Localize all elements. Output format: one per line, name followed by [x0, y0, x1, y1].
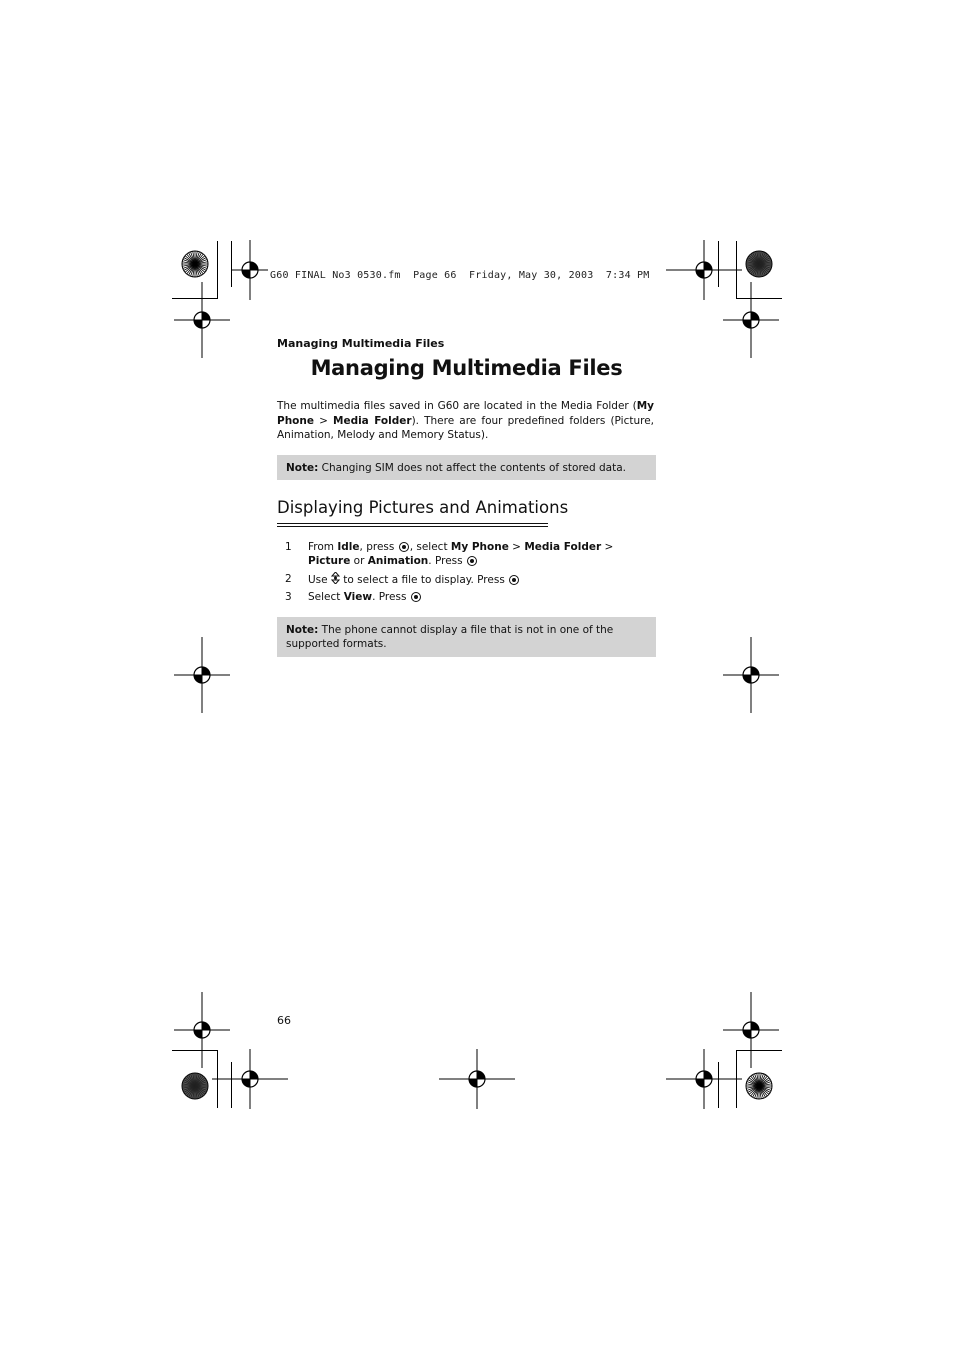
starburst-target-icon	[745, 1072, 773, 1100]
center-select-key-icon	[399, 542, 409, 552]
note-text: Changing SIM does not affect the contents of stored data.	[318, 462, 626, 474]
step-bold: Idle	[337, 541, 360, 553]
intro-paragraph	[277, 399, 654, 443]
step-text: . Press	[372, 591, 410, 603]
intro-text: The multimedia files saved in G60 are located in the Media Folder (	[277, 400, 637, 412]
step-text: , select	[409, 541, 451, 553]
crosshair-registration-icon	[723, 282, 779, 358]
crosshair-registration-icon	[174, 637, 230, 713]
center-select-key-icon	[509, 575, 519, 585]
step-text: . Press	[428, 555, 466, 567]
intro-text: >	[313, 414, 333, 427]
crosshair-registration-icon	[439, 1049, 515, 1109]
intro-bold-my-phone: My Phone	[277, 400, 654, 427]
step-item	[277, 572, 655, 587]
step-bold: My Phone	[450, 541, 509, 553]
note-label: Note:	[286, 624, 319, 636]
step-text: >	[601, 541, 614, 553]
page-number: 66	[277, 1014, 291, 1027]
note-box-sim	[277, 455, 656, 480]
step-bold: Animation	[367, 555, 429, 567]
step-text: Select	[308, 591, 344, 603]
step-number: 2	[285, 572, 292, 585]
step-number: 3	[285, 591, 292, 603]
step-text: to select a file to display. Press	[339, 573, 509, 586]
step-item	[277, 590, 655, 604]
step-item	[277, 540, 655, 568]
crosshair-registration-icon	[723, 637, 779, 713]
running-head: Managing Multimedia Files	[277, 337, 445, 350]
intro-bold-media-folder: Media Folder	[333, 414, 412, 427]
section-heading: Displaying Pictures and Animations	[277, 498, 569, 517]
crosshair-registration-icon	[232, 240, 268, 300]
step-bold: Media Folder	[524, 541, 602, 553]
section-underline	[277, 526, 548, 527]
note-box-formats	[277, 617, 656, 657]
starburst-target-icon	[181, 1072, 209, 1100]
step-text: , press	[359, 541, 398, 553]
crop-mark-icon	[736, 1050, 782, 1051]
starburst-target-icon	[745, 250, 773, 278]
step-bold: Picture	[308, 555, 351, 567]
intro-text: ). There are four predefined folders (Picture, Animation, Melody and Memory Status).	[277, 414, 654, 441]
step-bold: View	[343, 591, 373, 603]
section-underline	[277, 523, 548, 524]
note-text: The phone cannot display a file that is not in one of the supported formats.	[286, 624, 614, 650]
page-title: Managing Multimedia Files	[310, 356, 623, 380]
step-text: or	[350, 555, 368, 567]
steps-list	[277, 540, 655, 608]
starburst-target-icon	[181, 250, 209, 278]
step-text: Use	[308, 573, 331, 586]
step-number: 1	[285, 541, 292, 553]
center-select-key-icon	[467, 556, 477, 566]
crosshair-registration-icon	[174, 282, 230, 358]
up-down-navigation-key-icon	[331, 572, 340, 586]
crosshair-registration-icon	[212, 1049, 288, 1109]
note-label: Note:	[286, 462, 319, 474]
print-slug-line: G60 FINAL No3 0530.fm Page 66 Friday, May 30, 2003 7:34 PM	[270, 270, 650, 281]
step-text: From	[308, 541, 338, 553]
crosshair-registration-icon	[666, 1049, 742, 1109]
center-select-key-icon	[411, 592, 421, 602]
step-text: >	[508, 541, 525, 553]
